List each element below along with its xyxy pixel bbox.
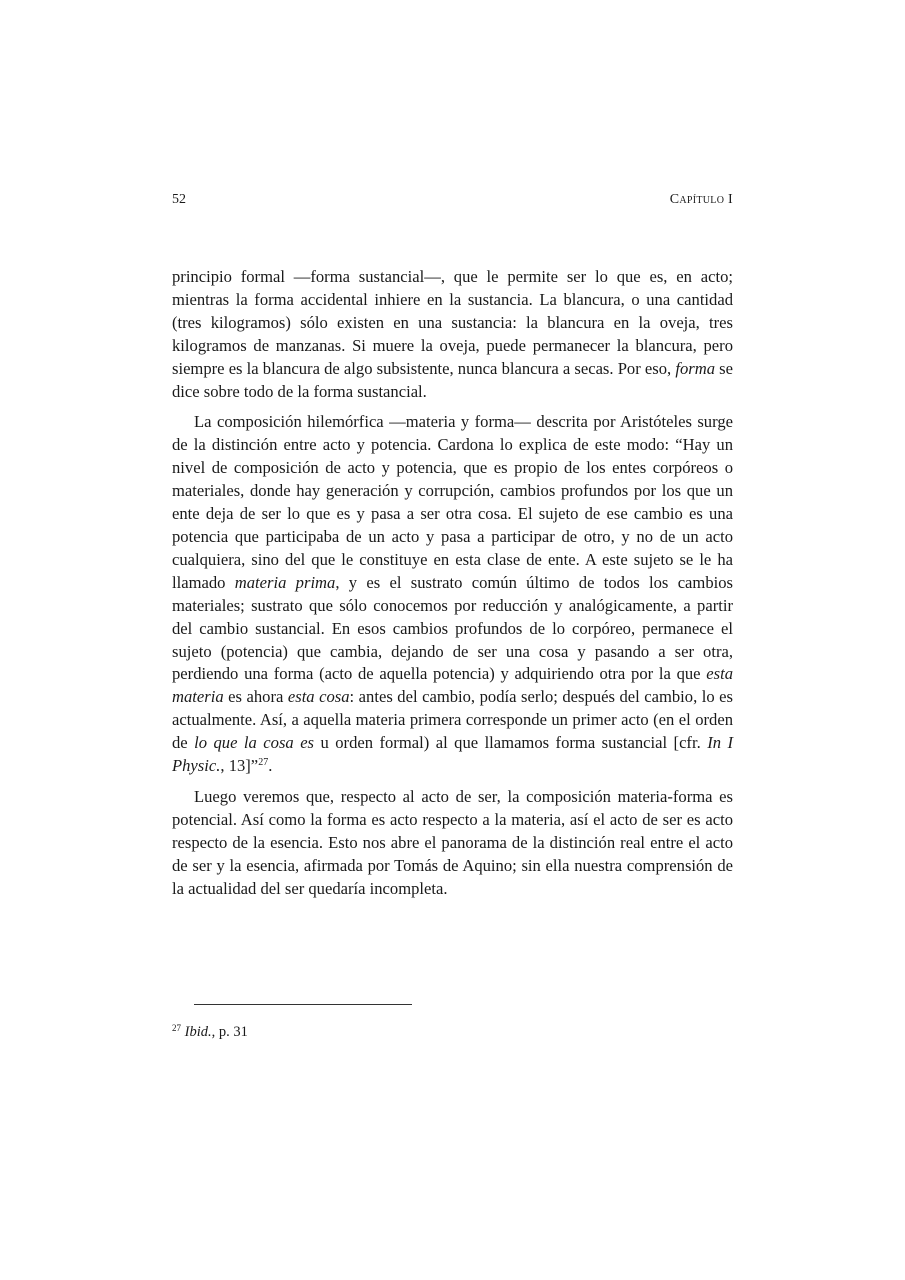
text-run: u orden formal) al que llamamos forma sustancial [cfr.	[314, 733, 708, 753]
italic-run: lo que la cosa es	[194, 733, 315, 753]
text-run: : antes del cambio, podía serlo; después del cambio, lo es actualmente. Así, a aquella materia primera corresponde un primer acto (en el orden de	[172, 687, 733, 753]
paragraph-1	[172, 266, 733, 403]
paragraph-2	[172, 411, 733, 778]
italic-run: esta materia	[172, 664, 733, 707]
footnote-separator	[194, 1004, 412, 1005]
page-number: 52	[172, 192, 186, 207]
italic-run: esta cosa	[287, 687, 350, 707]
italic-run: In I Physic.	[172, 733, 734, 776]
chapter-title: Capítulo I	[669, 192, 733, 207]
text-run: principio formal —forma sustancial—, que le permite ser lo que es, en acto; mientras la forma accidental inhiere en la sustancia. La blancura, o una cantidad (tres kilogramos) sólo existen en una sustancia: la blancura en la oveja, tres kilogramos de manzanas. Si muere la oveja, puede permanecer la blancura, pero siempre es la blancura de algo subsistente, nunca blancura a secas. Por eso,	[172, 267, 733, 378]
footnote-number: 27	[172, 1023, 181, 1033]
text-run: se dice sobre todo de la forma sustancial.	[172, 358, 733, 401]
text-run: La composición hilemórfica —materia y forma— descrita por Aristóteles surge de la distinción entre acto y potencia. Cardona lo explica de este modo: “Hay un nivel de composición de acto y potencia, que es propio de los entes corpóreos o materiales, donde hay generación y corrupción, cambios profundos por los que un ente deja de ser lo que es y pasa a ser otra cosa. El sujeto de ese cambio es una potencia que participaba de un acto y pasa a participar de otro, y no de un acto cualquiera, sino del que le constituye en esta clase de ente. A este sujeto se le ha llamado	[172, 412, 733, 592]
footnote-page: , p. 31	[211, 1024, 248, 1040]
text-run: Luego veremos que, respecto al acto de ser, la composición materia-forma es potencial. Así como la forma es acto respecto a la materia, así el acto de ser es acto respecto de la esencia. Esto nos abre el panorama de la distinción real entre el acto de ser y la esencia, afirmada por Tomás de Aquino; sin ella nuestra comprensión de la actualidad del ser quedaría incompleta.	[172, 786, 733, 898]
italic-run: materia prima	[234, 572, 336, 592]
footnote	[172, 1024, 248, 1041]
body-text	[172, 266, 733, 908]
footnote-marker: 27	[258, 757, 269, 769]
text-run: .	[268, 756, 273, 776]
running-header	[172, 192, 733, 214]
text-run: , 13]”	[220, 756, 259, 776]
text-run: , y es el sustrato común último de todos los cambios materiales; sustrato que sólo conocemos por reducción y analógicamente, a partir del cambio sustancial. En esos cambios profundos de lo corpóreo, permanece el sujeto (potencia) que cambia, dejando de ser una cosa y pasando a ser otra, perdiendo una forma (acto de aquella potencia) y adquiriendo otra por la que	[172, 572, 733, 684]
footnote-ref: Ibid.	[184, 1024, 212, 1040]
paragraph-3	[172, 786, 733, 901]
text-run: es ahora	[223, 687, 288, 707]
italic-run: forma	[675, 358, 715, 378]
